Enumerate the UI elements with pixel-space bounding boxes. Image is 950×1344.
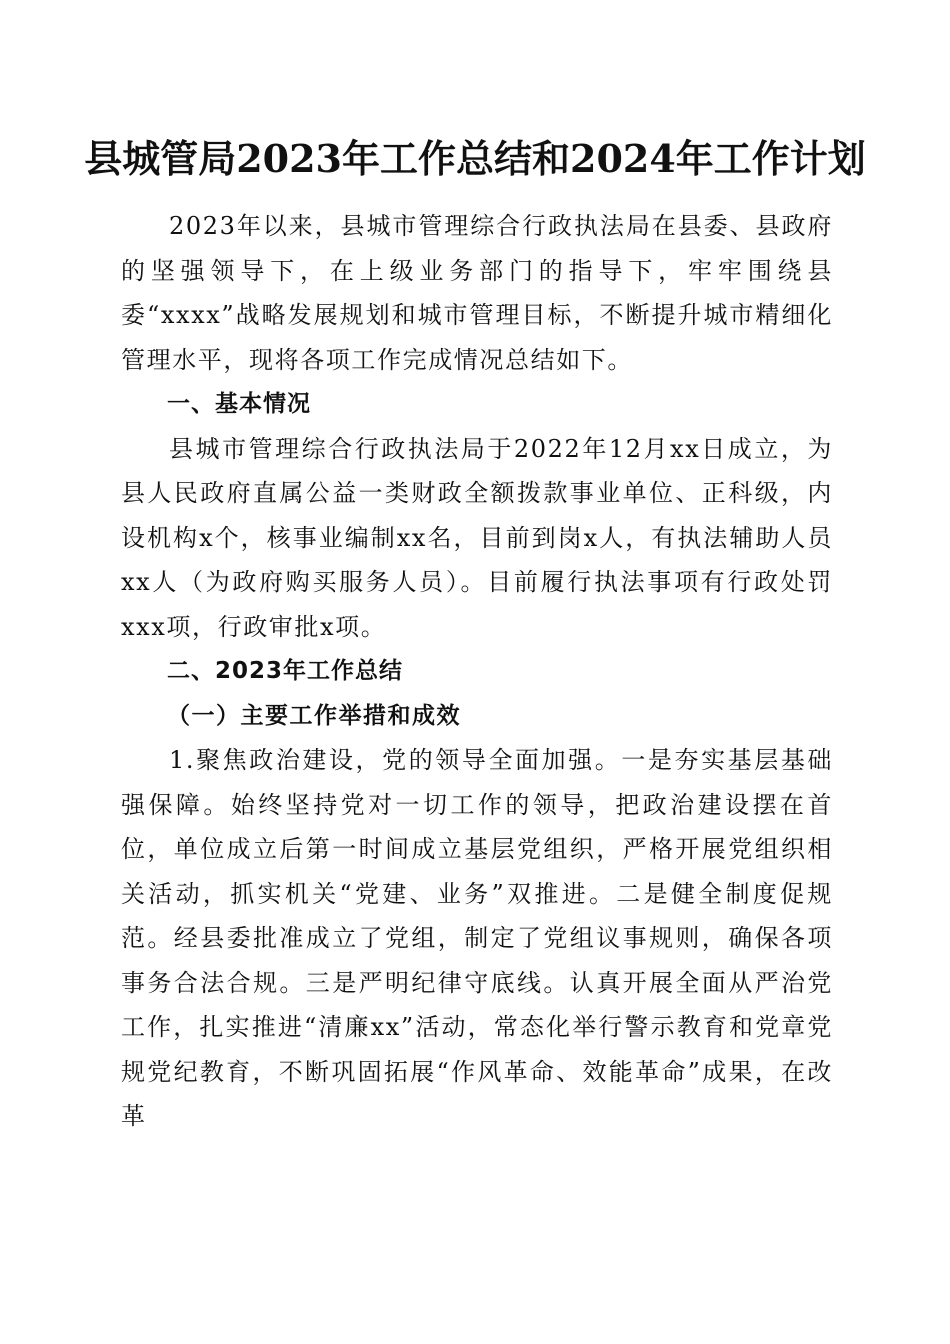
point-1-paragraph: 1.聚焦政治建设，党的领导全面加强。一是夯实基层基础强保障。始终坚持党对一切工作的领导，把政治建设摆在首位，单位成立后第一时间成立基层党组织，严格开展党组织相关活动，抓实机关“党建、业务”双推进。二是健全制度促规范。经县委批准成立了党组，制定了党组议事规则，确保各项事务合法合规。三是严明纪律守底线。认真开展全面从严治党工作，扎实推进“清廉xx”活动，常态化举行警示教育和党章党规党纪教育，不断巩固拓展“作风革命、效能革命”成果，在改革 <box>121 746 833 1130</box>
document-body <box>121 204 833 1139</box>
basic-situation-paragraph: 县城市管理综合行政执法局于2022年12月xx日成立，为县人民政府直属公益一类财政全额拨款事业单位、正科级，内设机构x个，核事业编制xx名，目前到岗x人，有执法辅助人员xx人（为政府购买服务人员）。目前履行执法事项有行政处罚xxx项，行政审批x项。 <box>121 434 833 641</box>
document-title: 县城管局2023年工作总结和2024年工作计划 <box>84 136 866 181</box>
section-heading-2023-summary: 二、2023年工作总结 <box>167 658 404 684</box>
subsection-heading-measures: （一）主要工作举措和成效 <box>167 701 461 729</box>
intro-paragraph: 2023年以来，县城市管理综合行政执法局在县委、县政府的坚强领导下，在上级业务部门的指导下，牢牢围绕县委“xxxx”战略发展规划和城市管理目标，不断提升城市精细化管理水平，现将各项工作完成情况总结如下。 <box>121 212 833 374</box>
section-heading-basic-situation: 一、基本情况 <box>167 391 311 417</box>
